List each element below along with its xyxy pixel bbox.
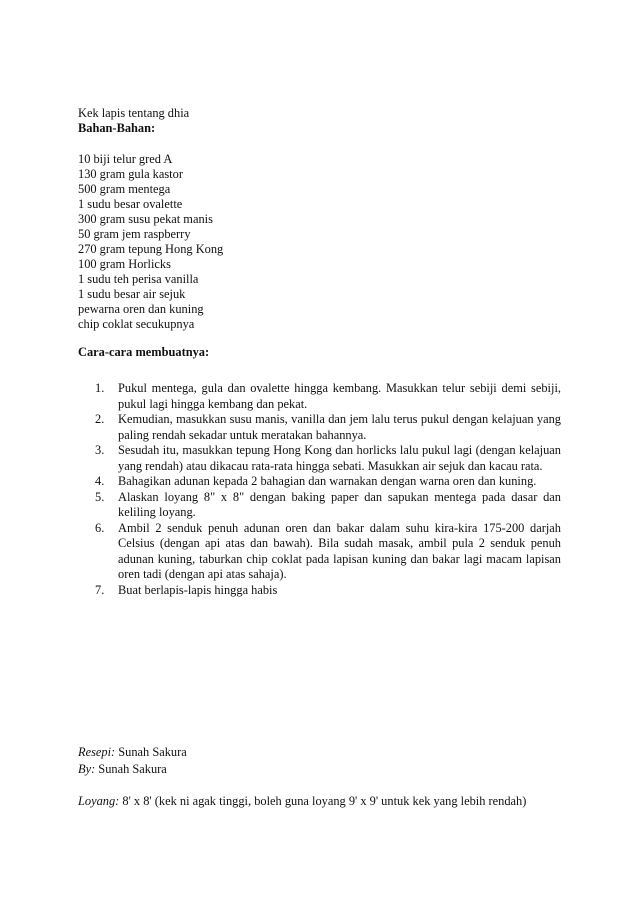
step-text: Sesudah itu, masukkan tepung Hong Kong dan horlicks lalu pukul lagi (dengan kelajuan yang rendah) atau dikacau rata-rata hingga sebati. Masukkan air sejuk dan kacau rata. xyxy=(118,443,561,473)
recipe-title: Kek lapis tentang dhia xyxy=(78,106,190,120)
by-value: Sunah Sakura xyxy=(95,762,167,776)
loyang-label: Loyang: xyxy=(78,794,120,808)
step-item xyxy=(95,474,561,490)
step-number: 5. xyxy=(95,489,105,504)
step-item xyxy=(95,583,561,599)
step-item xyxy=(95,521,561,583)
step-number: 3. xyxy=(95,443,105,457)
step-item xyxy=(95,443,561,474)
step-number: 7. xyxy=(95,582,105,597)
credit-resepi xyxy=(78,745,187,761)
ingredient-item: 130 gram gula kastor xyxy=(78,167,183,181)
step-number: 1. xyxy=(95,381,105,395)
ingredient-item: 1 sudu teh perisa vanilla xyxy=(78,272,199,286)
ingredient-item: 300 gram susu pekat manis xyxy=(78,212,213,226)
step-text: Ambil 2 senduk penuh adunan oren dan bakar dalam suhu kira-kira 175-200 darjah Celsius (dengan api atas dan bawah). Bila sudah masak, ambil pula 2 senduk penuh adunan kuning, taburkan chip coklat pada lapisan kuning dan bakar lagi macam lapisan oren tadi (dengan api atas sahaja). xyxy=(118,520,561,581)
resepi-value: Sunah Sakura xyxy=(115,745,187,759)
loyang-value: 8' x 8' (kek ni agak tinggi, boleh guna loyang 9' x 9' untuk kek yang lebih rendah) xyxy=(119,794,527,808)
ingredient-item: chip coklat secukupnya xyxy=(78,317,195,331)
ingredient-item: 500 gram mentega xyxy=(78,182,171,196)
step-text: Alaskan loyang 8" x 8" dengan baking paper dan sapukan mentega pada dasar dan keliling loyang. xyxy=(118,489,561,519)
step-text: Kemudian, masukkan susu manis, vanilla dan jem lalu terus pukul dengan kelajuan yang paling rendah sekadar untuk meratakan bahannya. xyxy=(118,412,561,442)
credit-by xyxy=(78,762,167,778)
method-heading: Cara-cara membuatnya: xyxy=(78,345,210,359)
ingredient-item: 50 gram jem raspberry xyxy=(78,227,191,241)
ingredient-item: 100 gram Horlicks xyxy=(78,257,171,271)
step-text: Pukul mentega, gula dan ovalette hingga kembang. Masukkan telur sebiji demi sebiji, pukul lagi hingga kembang dan pekat. xyxy=(118,381,561,411)
step-item xyxy=(95,381,561,412)
credit-loyang xyxy=(78,794,526,810)
ingredient-item: 1 sudu besar ovalette xyxy=(78,197,183,211)
step-number: 4. xyxy=(95,474,105,488)
ingredient-item: 270 gram tepung Hong Kong xyxy=(78,242,224,256)
step-number: 2. xyxy=(95,412,105,426)
step-number: 6. xyxy=(95,520,105,535)
ingredient-item: 1 sudu besar air sejuk xyxy=(78,287,186,301)
step-item xyxy=(95,412,561,443)
resepi-label: Resepi: xyxy=(78,745,116,759)
ingredients-heading: Bahan-Bahan: xyxy=(78,121,156,135)
step-text: Bahagikan adunan kepada 2 bahagian dan warnakan dengan warna oren dan kuning. xyxy=(118,474,537,488)
ingredient-item: pewarna oren dan kuning xyxy=(78,302,204,316)
step-text: Buat berlapis-lapis hingga habis xyxy=(118,582,278,597)
step-item xyxy=(95,490,561,521)
ingredient-item: 10 biji telur gred A xyxy=(78,152,173,166)
steps-list xyxy=(95,381,561,598)
by-label: By: xyxy=(78,762,96,776)
